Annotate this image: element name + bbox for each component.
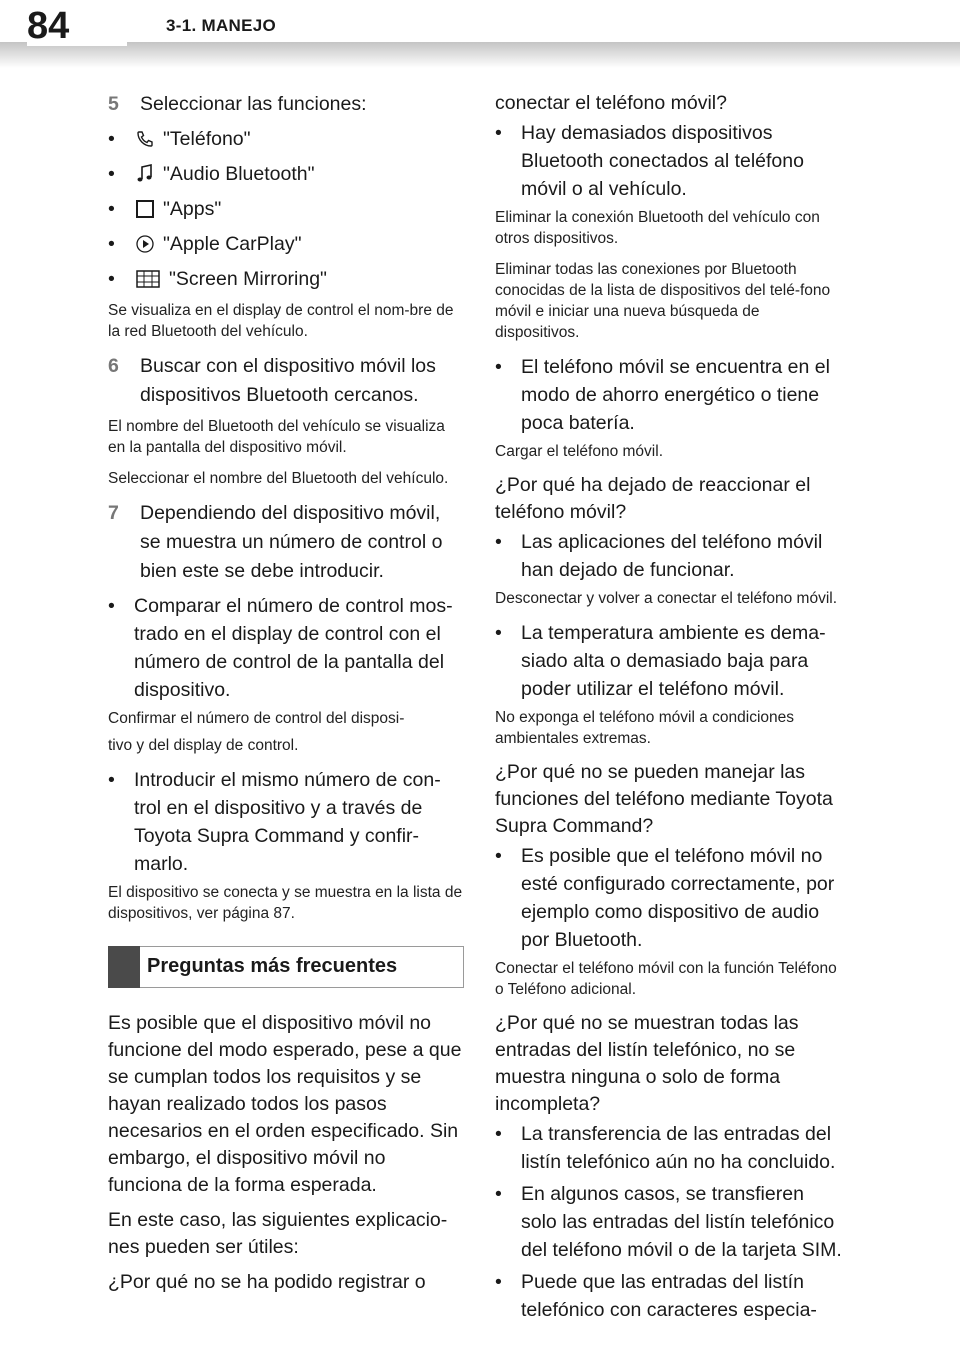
note: Conectar el teléfono móvil con la función Teléfono o Teléfono adicional.	[495, 960, 837, 998]
function-label: • "Audio Bluetooth"	[163, 163, 315, 185]
page-header	[0, 0, 960, 76]
function-label: • "Teléfono"	[163, 128, 251, 150]
list-item: • La temperatura ambiente es dema-siado alta o demasiado baja para poder utilizar el teléfono móvil.	[495, 619, 845, 703]
question-text: ¿Por qué no se ha podido registrar o	[108, 1271, 426, 1293]
list-item: • En algunos casos, se transfieren solo las entradas del listín telefónico del teléfono móvil o de la tarjeta SIM.	[495, 1180, 845, 1264]
section-title: 3-1. MANEJO	[166, 16, 277, 35]
function-audio	[108, 160, 464, 188]
list-item: • Hay demasiados dispositivos Bluetooth conectados al teléfono móvil o al vehículo.	[495, 119, 845, 203]
function-phone	[108, 125, 464, 153]
note: Desconectar y volver a conectar el teléfono móvil.	[495, 590, 838, 607]
header-rule	[0, 42, 960, 68]
list-item: • Puede que las entradas del listín telefónico con caracteres especia-	[495, 1268, 845, 1324]
question-text: conectar el teléfono móvil?	[495, 92, 727, 114]
step-6	[108, 352, 464, 410]
list-item: • Introducir el mismo número de con-trol en el dispositivo y a través de Toyota Supra Command y confir-marlo.	[108, 766, 464, 878]
note: Confirmar el número de control del disposi-	[108, 710, 405, 727]
function-carplay	[108, 230, 464, 258]
note: El dispositivo se conecta y se muestra en la lista de dispositivos, ver página 87.	[108, 884, 463, 922]
function-screen-mirroring	[108, 265, 464, 293]
function-apps	[108, 195, 464, 223]
list-item: • La transferencia de las entradas del listín telefónico aún no ha concluido.	[495, 1120, 845, 1176]
note: Cargar el teléfono móvil.	[495, 443, 663, 460]
step-number: 5	[108, 93, 119, 115]
play-circle-icon	[134, 233, 156, 255]
question-text: ¿Por qué no se pueden manejar las funciones del teléfono mediante Toyota Supra Command?	[495, 761, 833, 837]
paragraph: En este caso, las siguientes explicacio-nes pueden ser útiles:	[108, 1209, 448, 1258]
step-text: Dependiendo del dispositivo móvil, se muestra un número de control o bien este se debe introducir.	[140, 502, 443, 582]
note: No exponga el teléfono móvil a condiciones ambientales extremas.	[495, 709, 794, 747]
step-text: Seleccionar las funciones:	[140, 93, 367, 115]
step-number: 6	[108, 355, 119, 377]
left-column	[108, 90, 464, 1304]
list-item: • Es posible que el teléfono móvil no esté configurado correctamente, por ejemplo como dispositivo de audio por Bluetooth.	[495, 842, 845, 954]
phone-icon	[134, 128, 156, 150]
note: Eliminar todas las conexiones por Bluetooth conocidas de la lista de dispositivos del telé-fono móvil e iniciar una nueva búsqueda de dispositivos.	[495, 261, 831, 341]
question-text: ¿Por qué ha dejado de reaccionar el teléfono móvil?	[495, 474, 811, 523]
square-icon	[134, 198, 156, 220]
step-text: Buscar con el dispositivo móvil los dispositivos Bluetooth cercanos.	[140, 355, 436, 406]
paragraph: Es posible que el dispositivo móvil no funcione del modo esperado, pese a que se cumplan todos los requisitos y se hayan realizado todos los pasos necesarios en el orden especificado. Sin embargo, el dispositivo móvil no funciona de la forma esperada.	[108, 1012, 462, 1196]
function-label: • "Screen Mirroring"	[169, 268, 327, 290]
function-label: • "Apple CarPlay"	[163, 233, 302, 255]
page-number: 84	[27, 6, 127, 46]
note: Se visualiza en el display de control el nom-bre de la red Bluetooth del vehículo.	[108, 302, 454, 340]
note: El nombre del Bluetooth del vehículo se visualiza en la pantalla del dispositivo móvil.	[108, 418, 445, 456]
faq-heading-bar	[108, 946, 140, 988]
screen-mirroring-icon	[134, 268, 162, 290]
music-note-icon	[134, 163, 156, 185]
function-label: • "Apps"	[163, 198, 222, 220]
step-number: 7	[108, 502, 119, 524]
question-text: ¿Por qué no se muestran todas las entradas del listín telefónico, no se muestra ninguna o solo de forma incompleta?	[495, 1012, 799, 1115]
note: Seleccionar el nombre del Bluetooth del vehículo.	[108, 470, 449, 487]
faq-heading-title: Preguntas más frecuentes	[147, 955, 398, 977]
list-item: • Las aplicaciones del teléfono móvil han dejado de funcionar.	[495, 528, 845, 584]
faq-section-heading	[108, 946, 464, 988]
list-item: • El teléfono móvil se encuentra en el modo de ahorro energético o tiene poca batería.	[495, 353, 845, 437]
step-5	[108, 90, 464, 119]
right-column	[495, 90, 845, 1328]
list-item: • Comparar el número de control mos-trado en el display de control con el número de control de la pantalla del dispositivo.	[108, 592, 464, 704]
step-7	[108, 499, 464, 586]
note: Eliminar la conexión Bluetooth del vehículo con otros dispositivos.	[495, 209, 820, 247]
note: tivo y del display de control.	[108, 737, 299, 754]
